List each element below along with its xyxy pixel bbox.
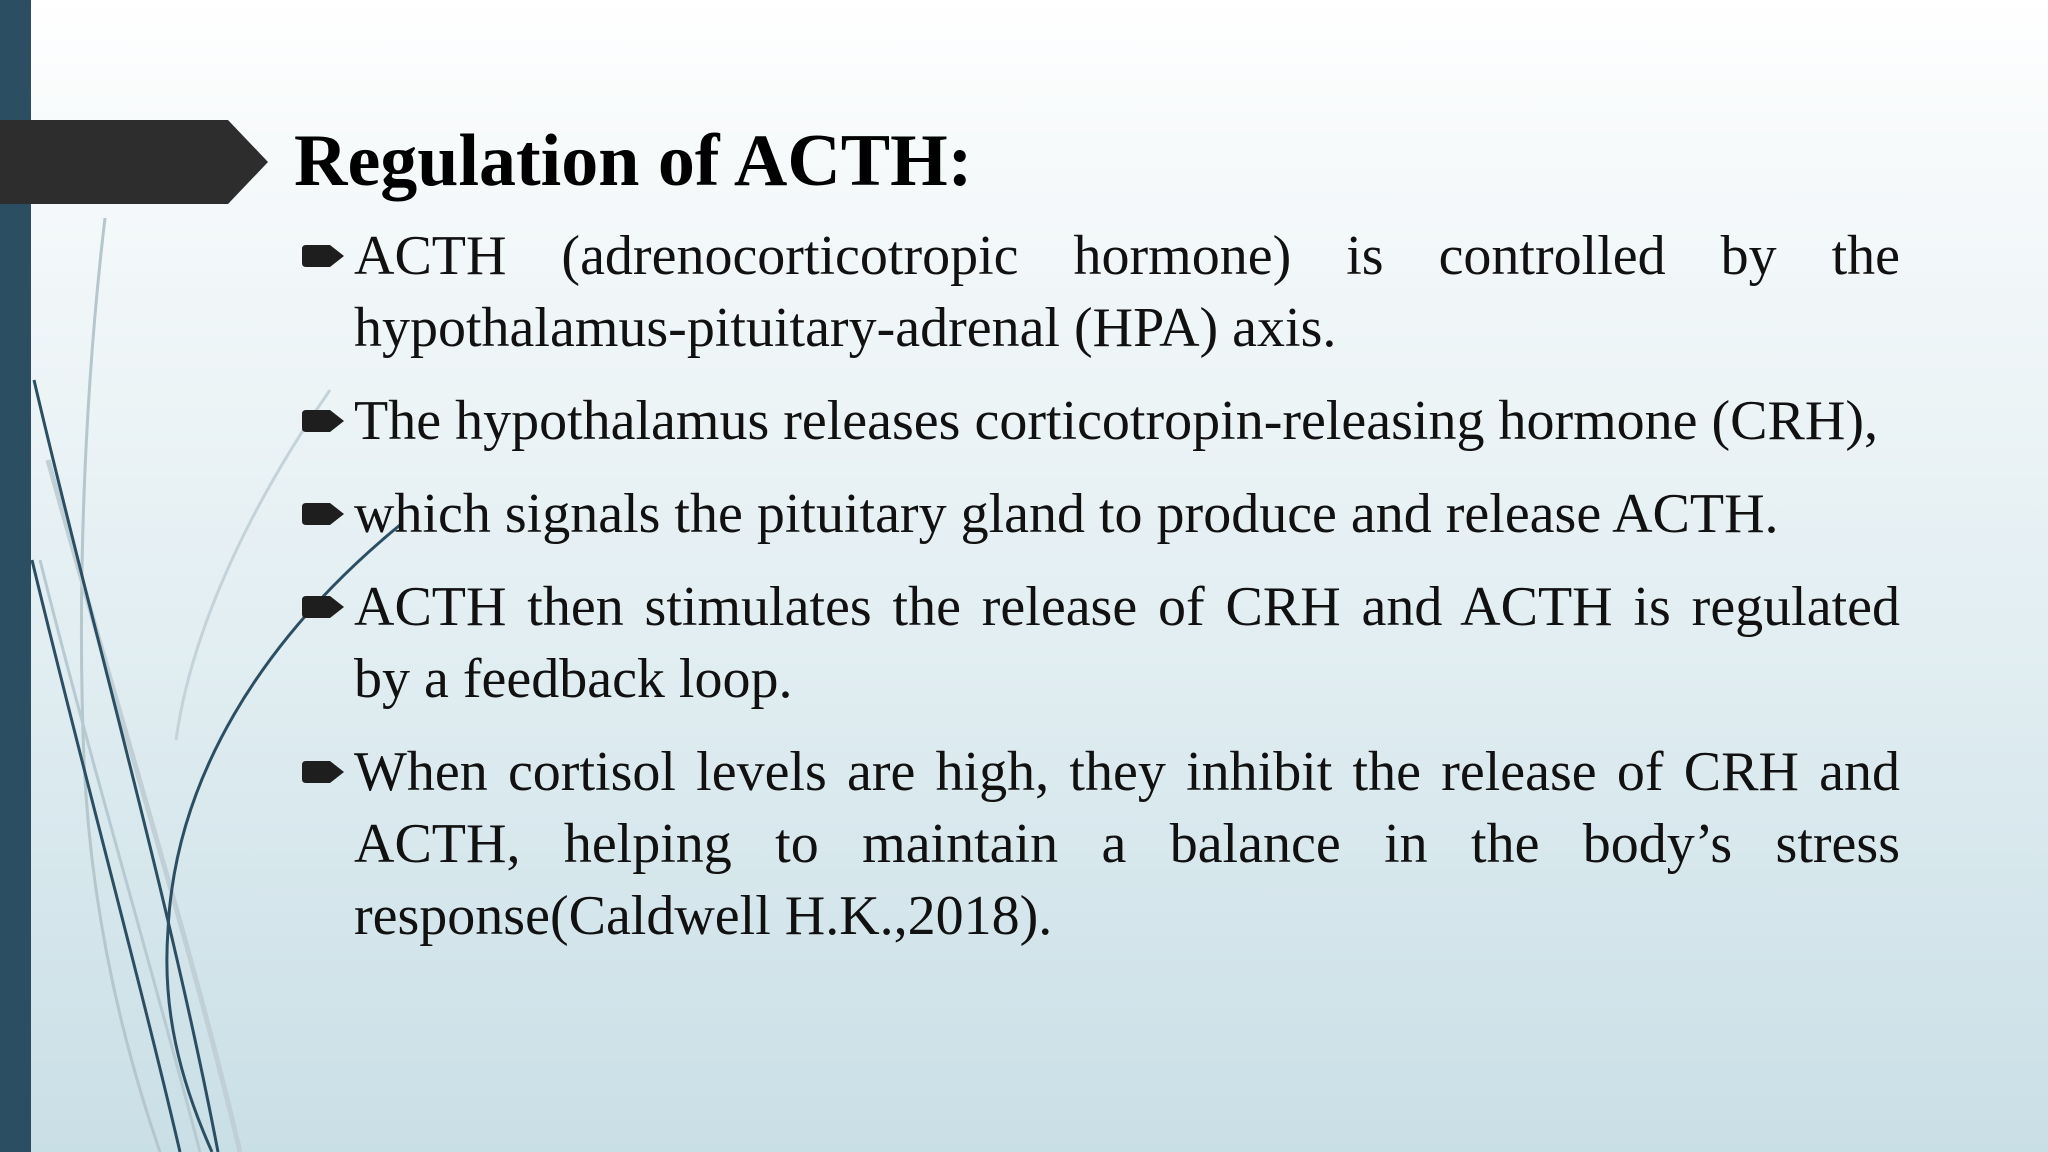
right-pointing-arrow-icon [300,385,354,457]
slide-title: Regulation of ACTH: [294,120,973,202]
bullet-text: When cortisol levels are high, they inhibit the release of CRH and ACTH, helping to maintain a balance in the body’s stress response(Caldwell H.K.,2018). [354,741,1900,947]
bullet-item [300,736,1900,952]
bullet-list [300,220,1900,973]
bullet-item [300,478,1900,550]
bullet-text: which signals the pituitary gland to produce and release ACTH. [354,483,1779,545]
right-pointing-arrow-icon [300,220,354,292]
bullet-text: ACTH then stimulates the release of CRH and ACTH is regulated by a feedback loop. [354,576,1900,710]
right-pointing-arrow-icon [300,571,354,643]
right-pointing-arrow-icon [300,736,354,808]
right-pointing-arrow-icon [300,478,354,550]
bullet-text: The hypothalamus releases corticotropin-releasing hormone (CRH), [354,390,1878,452]
bullet-text: ACTH (adrenocorticotropic hormone) is controlled by the hypothalamus-pituitary-adrenal (HPA) axis. [354,225,1900,359]
title-tab-arrow [0,120,268,204]
bullet-item [300,571,1900,715]
bullet-item [300,220,1900,364]
bullet-item [300,385,1900,457]
